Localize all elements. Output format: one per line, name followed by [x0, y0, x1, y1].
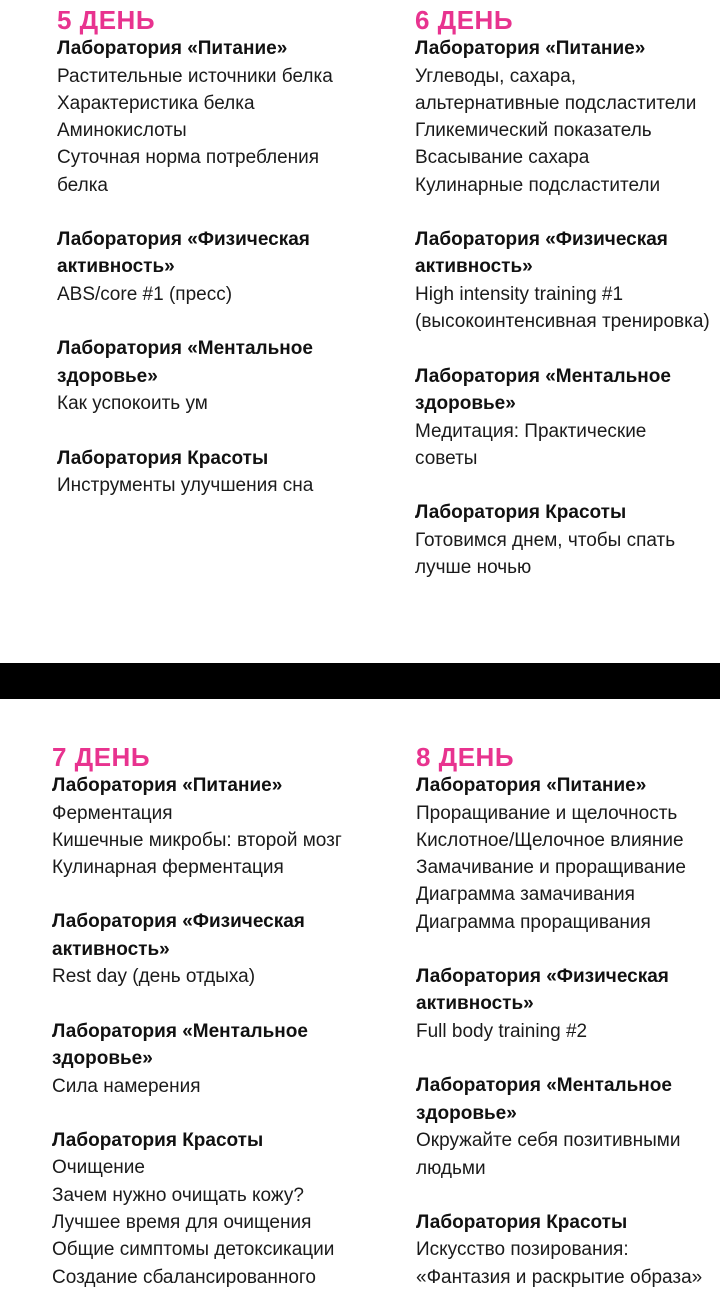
- topic-item: Готовимся днем, чтобы спать: [415, 529, 676, 551]
- day-5-column: [57, 5, 333, 499]
- lab-section: [415, 499, 710, 581]
- divider-band: [0, 663, 720, 699]
- topic-item: Сила намерения: [52, 1075, 201, 1097]
- topic-item: Медитация: Практические: [415, 420, 647, 442]
- section-title: активность»: [57, 256, 175, 278]
- topic-item: лучше ночью: [415, 556, 532, 578]
- topic-item: советы: [415, 447, 478, 469]
- section-title: Лаборатория «Ментальное: [415, 365, 671, 387]
- section-title: активность»: [52, 938, 170, 960]
- topic-item: Диаграмма проращивания: [416, 911, 651, 933]
- section-gap: [57, 308, 333, 335]
- section-title: Лаборатория «Питание»: [57, 38, 288, 59]
- section-gap: [416, 1045, 702, 1072]
- topic-item: Общие симптомы детоксикации: [52, 1239, 335, 1261]
- section-gap: [415, 199, 710, 226]
- topic-item: Rest day (день отдыха): [52, 966, 256, 988]
- topic-item: Ферментация: [52, 802, 173, 824]
- section-title: Лаборатория «Ментальное: [416, 1075, 672, 1097]
- section-title: Лаборатория Красоты: [415, 502, 627, 524]
- section-gap: [416, 936, 702, 963]
- section-gap: [415, 336, 710, 363]
- section-title: Лаборатория «Физическая: [57, 228, 310, 250]
- topic-item: Кишечные микробы: второй мозг: [52, 829, 342, 851]
- lab-section: [57, 445, 333, 500]
- day-7-column: [52, 742, 342, 1291]
- section-title: здоровье»: [415, 393, 516, 415]
- section-title: здоровье»: [52, 1048, 153, 1070]
- topic-item: Лучшее время для очищения: [52, 1212, 312, 1234]
- lab-section: [415, 35, 710, 199]
- lab-section: [52, 1018, 342, 1100]
- topic-item: (высокоинтенсивная тренировка): [415, 311, 710, 333]
- topic-item: Всасывание сахара: [415, 147, 590, 169]
- topic-item: Искусство позирования:: [416, 1239, 629, 1261]
- lab-section: [57, 226, 333, 308]
- topic-item: Проращивание и щелочность: [416, 802, 678, 824]
- section-title: Лаборатория «Физическая: [416, 965, 669, 987]
- topic-item: ABS/core #1 (пресс): [57, 283, 233, 305]
- lab-section: [416, 1209, 702, 1291]
- topic-item: Создание сбалансированного: [52, 1266, 316, 1288]
- section-title: здоровье»: [57, 365, 158, 387]
- topic-item: Гликемический показатель: [415, 120, 652, 142]
- lab-section: [416, 1072, 702, 1182]
- topic-item: Аминокислоты: [57, 120, 187, 142]
- topic-item: Кулинарные подсластители: [415, 174, 661, 196]
- lab-section: [52, 908, 342, 990]
- section-gap: [415, 472, 710, 499]
- topic-item: белка: [57, 174, 108, 196]
- lab-section: [52, 1127, 342, 1291]
- topic-item: Растительные источники белка: [57, 65, 333, 87]
- lab-section: [52, 772, 342, 881]
- section-title: Лаборатория «Питание»: [52, 775, 283, 796]
- section-title: активность»: [415, 256, 533, 278]
- day-heading: 6 ДЕНЬ: [415, 5, 514, 35]
- section-title: здоровье»: [416, 1102, 517, 1124]
- lab-section: [57, 335, 333, 417]
- topic-item: Инструменты улучшения сна: [57, 475, 314, 497]
- section-title: Лаборатория «Физическая: [52, 911, 305, 933]
- topic-item: Full body training #2: [416, 1020, 588, 1042]
- topic-item: Замачивание и проращивание: [416, 857, 686, 879]
- topic-item: Зачем нужно очищать кожу?: [52, 1184, 304, 1206]
- section-gap: [416, 1182, 702, 1209]
- topic-item: Кислотное/Щелочное влияние: [416, 829, 684, 851]
- section-gap: [52, 991, 342, 1018]
- topic-item: Кулинарная ферментация: [52, 857, 284, 879]
- topic-item: Суточная норма потребления: [57, 147, 320, 169]
- day-8-column: [416, 742, 702, 1291]
- topic-item: людьми: [416, 1157, 486, 1179]
- section-title: Лаборатория Красоты: [416, 1211, 628, 1233]
- lab-section: [416, 772, 702, 936]
- day-heading: 8 ДЕНЬ: [416, 742, 515, 772]
- section-title: Лаборатория «Ментальное: [57, 338, 313, 360]
- lab-section: [416, 963, 702, 1045]
- topic-item: Диаграмма замачивания: [416, 884, 635, 906]
- topic-item: Как успокоить ум: [57, 393, 208, 415]
- section-gap: [52, 1100, 342, 1127]
- topic-item: High intensity training #1: [415, 283, 624, 305]
- topic-item: Характеристика белка: [57, 92, 255, 114]
- section-title: Лаборатория «Физическая: [415, 228, 668, 250]
- section-title: Лаборатория Красоты: [57, 447, 269, 469]
- lab-section: [415, 363, 710, 473]
- day-6-column: [415, 5, 710, 581]
- topic-item: Окружайте себя позитивными: [416, 1130, 681, 1152]
- topic-item: альтернативные подсластители: [415, 92, 697, 114]
- section-title: Лаборатория «Ментальное: [52, 1020, 308, 1042]
- topic-item: Углеводы, сахара,: [415, 65, 577, 87]
- lab-section: [57, 35, 333, 199]
- section-title: активность»: [416, 993, 534, 1015]
- section-gap: [57, 199, 333, 226]
- topic-item: Очищение: [52, 1157, 145, 1179]
- topic-item: «Фантазия и раскрытие образа»: [416, 1266, 703, 1288]
- day-heading: 5 ДЕНЬ: [57, 5, 156, 35]
- lab-section: [415, 226, 710, 336]
- section-title: Лаборатория «Питание»: [416, 775, 647, 796]
- section-title: Лаборатория Красоты: [52, 1129, 264, 1151]
- section-gap: [57, 418, 333, 445]
- day-heading: 7 ДЕНЬ: [52, 742, 151, 772]
- section-title: Лаборатория «Питание»: [415, 38, 646, 59]
- section-gap: [52, 881, 342, 908]
